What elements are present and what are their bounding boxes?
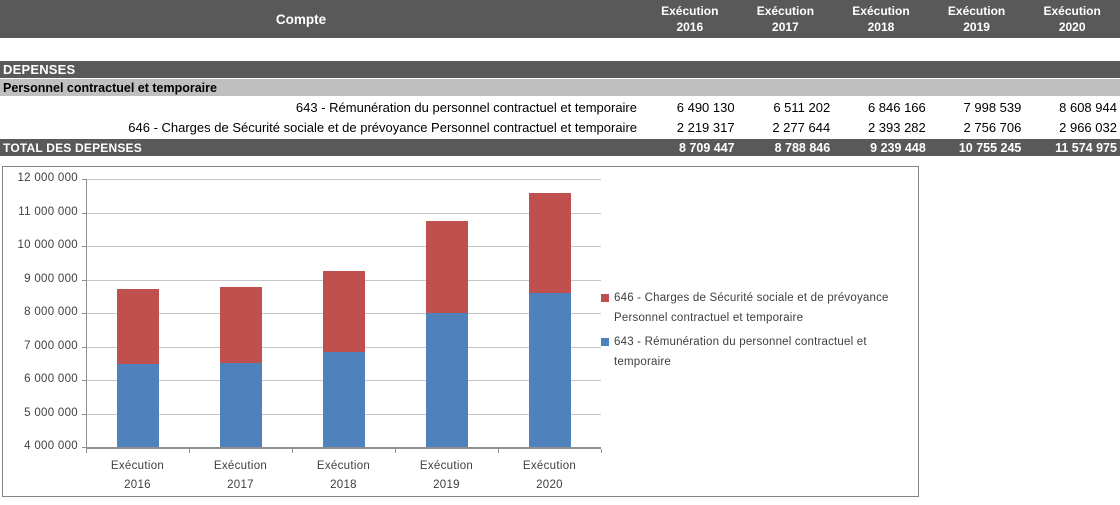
column-header-word: Exécution: [1043, 4, 1101, 18]
legend-label: 646 - Charges de Sécurité sociale et de prévoyance Personnel contractuel et temporaire: [614, 292, 889, 324]
group-row-personnel[interactable]: [0, 79, 1120, 96]
bar-segment-643[interactable]: [323, 352, 365, 447]
column-header-word: Exécution: [756, 4, 815, 18]
x-axis-tick: [601, 449, 602, 453]
stacked-bar-chart[interactable]: [2, 166, 919, 497]
x-axis-line: [86, 447, 601, 449]
empty-spacer-row: [0, 38, 1120, 61]
value-cell[interactable]: 6 846 166: [867, 99, 926, 115]
x-axis-tick: [189, 449, 190, 453]
x-axis-category-label: [292, 457, 395, 495]
bar-segment-643[interactable]: [529, 293, 571, 447]
value-cell[interactable]: 6 490 130: [676, 99, 735, 115]
value-cell[interactable]: 2 966 032: [1059, 119, 1117, 135]
total-value-cell[interactable]: 9 239 448: [870, 140, 926, 155]
column-header-year: 2020: [1058, 20, 1086, 34]
bar-segment-646[interactable]: [529, 193, 571, 292]
year-column-header[interactable]: [929, 0, 1025, 38]
category-year: 2020: [536, 479, 563, 491]
total-values: [642, 141, 1120, 155]
x-axis-tick: [498, 449, 499, 453]
section-row-depenses[interactable]: [0, 61, 1120, 78]
column-header-year: 2017: [772, 20, 799, 34]
bar-segment-646[interactable]: [220, 287, 262, 363]
value-cell[interactable]: 8 608 944: [1059, 99, 1117, 115]
value-cell[interactable]: 2 756 706: [963, 119, 1022, 135]
y-gridline: [86, 246, 601, 247]
y-axis-label: 12 000 000: [17, 172, 78, 184]
value-cell[interactable]: 7 998 539: [963, 99, 1022, 115]
y-axis-label: 10 000 000: [17, 239, 78, 251]
y-gridline: [86, 179, 601, 180]
value-cell[interactable]: 2 219 317: [676, 119, 735, 135]
legend-label: 643 - Rémunération du personnel contractuel et temporaire: [614, 336, 867, 368]
account-values: [642, 100, 1120, 115]
legend-entry[interactable]: [601, 333, 912, 372]
table-row: [0, 97, 1120, 117]
section-depenses-label: DEPENSES: [3, 62, 76, 77]
column-header-word: Exécution: [852, 4, 910, 18]
account-label[interactable]: 646 - Charges de Sécurité sociale et de prévoyance Personnel contractuel et temporaire: [128, 119, 637, 135]
column-header-year: 2016: [676, 20, 704, 34]
budget-table: [0, 0, 1120, 156]
column-header-word: Exécution: [947, 4, 1006, 18]
total-value-cell[interactable]: 8 788 846: [774, 140, 831, 155]
group-personnel-label: Personnel contractuel et temporaire: [3, 80, 217, 95]
column-header-year: 2018: [867, 20, 895, 34]
value-cell[interactable]: 2 277 644: [772, 119, 831, 135]
bar-segment-643[interactable]: [117, 364, 159, 447]
y-axis-label: 6 000 000: [24, 373, 78, 385]
year-column-header[interactable]: [738, 0, 834, 38]
account-label[interactable]: 643 - Rémunération du personnel contractuel et temporaire: [295, 99, 637, 115]
category-word: Exécution: [110, 460, 165, 472]
y-axis-label: 8 000 000: [24, 306, 78, 318]
category-year: 2018: [330, 479, 357, 491]
legend-swatch: [601, 294, 609, 302]
bar-segment-646[interactable]: [323, 271, 365, 351]
value-cell[interactable]: 2 393 282: [867, 119, 926, 135]
total-value-cell[interactable]: 8 709 447: [678, 140, 735, 155]
column-header-year: 2019: [963, 20, 990, 34]
chart-legend[interactable]: [601, 289, 912, 377]
total-label[interactable]: TOTAL DES DEPENSES: [3, 140, 142, 155]
category-word: Exécution: [213, 460, 268, 472]
category-word: Exécution: [419, 460, 474, 472]
x-axis-category-label: [86, 457, 189, 495]
category-year: 2019: [433, 479, 460, 491]
legend-entry[interactable]: [601, 289, 912, 328]
year-column-headers: [642, 0, 1120, 38]
column-header-word: Exécution: [661, 4, 719, 18]
category-year: 2016: [124, 479, 151, 491]
account-rows: [0, 97, 1120, 137]
y-axis-line: [86, 179, 87, 449]
total-value-cell[interactable]: 10 755 245: [958, 140, 1022, 155]
y-axis-label: 7 000 000: [24, 340, 78, 352]
y-axis-label: 11 000 000: [18, 206, 78, 218]
bar-segment-643[interactable]: [426, 313, 468, 447]
account-values: [642, 120, 1120, 135]
category-word: Exécution: [522, 460, 577, 472]
total-row: [0, 139, 1120, 156]
bar-segment-646[interactable]: [426, 221, 468, 313]
total-value-cell[interactable]: 11 574 975: [1055, 140, 1117, 155]
y-gridline: [86, 213, 601, 214]
table-row: [0, 117, 1120, 137]
table-header-row: [0, 0, 1120, 38]
bar-segment-646[interactable]: [117, 289, 159, 363]
column-header-compte[interactable]: Compte: [275, 11, 327, 27]
x-axis-category-label: [395, 457, 498, 495]
y-axis-label: 4 000 000: [24, 440, 78, 452]
x-axis-tick: [86, 449, 87, 453]
value-cell[interactable]: 6 511 202: [773, 99, 831, 115]
year-column-header[interactable]: [1024, 0, 1120, 38]
category-year: 2017: [227, 479, 254, 491]
year-column-header[interactable]: [642, 0, 738, 38]
y-axis-label: 5 000 000: [24, 407, 78, 419]
legend-swatch: [601, 338, 609, 346]
x-axis-category-label: [498, 457, 601, 495]
bar-segment-643[interactable]: [220, 363, 262, 447]
x-axis-tick: [395, 449, 396, 453]
x-axis-tick: [292, 449, 293, 453]
year-column-header[interactable]: [833, 0, 929, 38]
y-axis-label: 9 000 000: [24, 273, 78, 285]
x-axis-category-label: [189, 457, 292, 495]
category-word: Exécution: [316, 460, 371, 472]
